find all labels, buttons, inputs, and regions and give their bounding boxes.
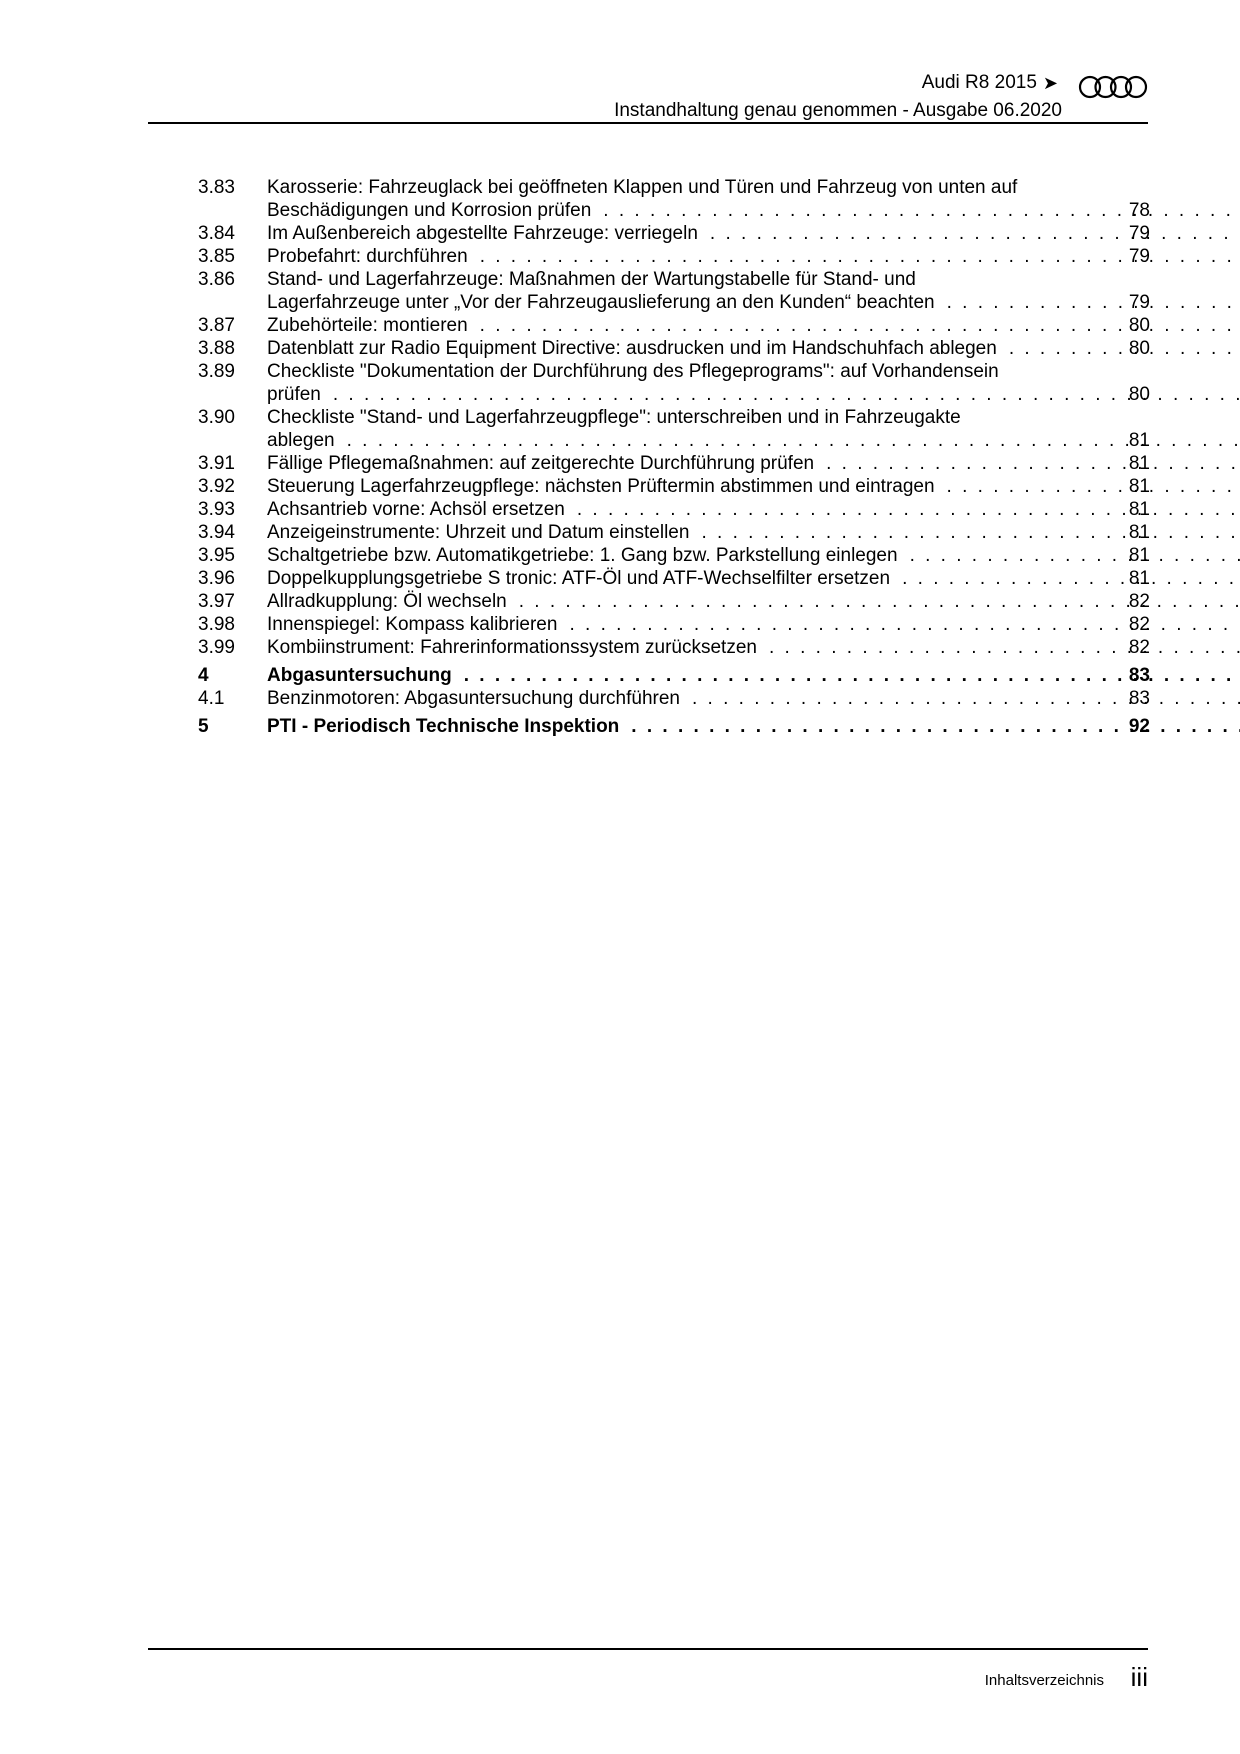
toc-entry-page: 81 [1128, 476, 1150, 497]
footer-page-number: iii [1130, 1662, 1148, 1692]
toc-entry-title-line [267, 360, 1240, 383]
toc-entry-number: 4.1 [198, 688, 225, 709]
footer-section-label: Inhaltsverzeichnis [984, 1672, 1104, 1689]
toc-entry-title-text: Stand- und Lagerfahrzeuge: Maßnahmen der Wartungstabelle für Stand- und [267, 269, 916, 290]
toc-entry-number: 4 [198, 665, 209, 686]
toc-entry-title-line [267, 475, 1240, 498]
toc-entry-title [267, 360, 1240, 406]
toc-entry-title-line [267, 383, 1240, 406]
toc-entry-title-line [267, 337, 1240, 360]
header-model-line [922, 72, 1058, 94]
toc-entry-number: 3.96 [198, 568, 235, 589]
toc-entry-number: 3.84 [198, 223, 235, 244]
toc-entry[interactable] [198, 498, 1150, 521]
toc-entry-title [267, 636, 1240, 659]
toc-entry-title-text: Fällige Pflegemaßnahmen: auf zeitgerechte Durchführung prüfen [267, 453, 815, 474]
toc-entry-title [267, 314, 1240, 337]
toc-entry-title-text: Zubehörteile: montieren [267, 315, 468, 336]
toc-entry-page: 80 [1128, 315, 1150, 336]
toc-entry[interactable] [198, 245, 1150, 268]
toc-entry-title-line [267, 544, 1240, 567]
toc-entry-number: 3.91 [198, 453, 235, 474]
toc-entry[interactable] [198, 176, 1150, 222]
toc-entry-page: 81 [1128, 453, 1150, 474]
toc-entry-title-line [267, 268, 1240, 291]
toc-entry-title [267, 245, 1240, 268]
toc-entry-page: 80 [1128, 384, 1150, 405]
toc-entry-page: 79 [1128, 246, 1150, 267]
toc-entry-number: 3.90 [198, 407, 235, 428]
toc-entry[interactable] [198, 452, 1150, 475]
toc-entry-number: 5 [198, 716, 209, 737]
toc-entry-title-text: ablegen [267, 430, 335, 451]
toc-entry[interactable] [198, 268, 1150, 314]
toc-entry-number: 3.94 [198, 522, 235, 543]
table-of-contents [198, 176, 1150, 738]
toc-entry-title-line [267, 452, 1240, 475]
toc-entry-page: 83 [1128, 665, 1150, 686]
toc-entry-title-line [267, 406, 1240, 429]
toc-entry-title [267, 664, 1240, 687]
dot-leader [333, 383, 1240, 406]
header-subtitle: Instandhaltung genau genommen - Ausgabe 06.2020 [614, 100, 1062, 121]
toc-entry-title-line [267, 176, 1240, 199]
toc-entry-number: 3.89 [198, 361, 235, 382]
toc-entry-title-line [267, 314, 1240, 337]
dot-leader [902, 567, 1240, 590]
toc-entry-title-text: Im Außenbereich abgestellte Fahrzeuge: verriegeln [267, 223, 698, 244]
toc-entry-number: 3.99 [198, 637, 235, 658]
toc-entry-title-line [267, 291, 1240, 314]
toc-entry-title-text: Schaltgetriebe bzw. Automatikgetriebe: 1. Gang bzw. Parkstellung einlegen [267, 545, 898, 566]
toc-entry-number: 3.92 [198, 476, 235, 497]
dot-leader [769, 636, 1240, 659]
toc-entry-page: 81 [1128, 430, 1150, 451]
toc-entry-title-line [267, 199, 1240, 222]
toc-entry[interactable] [198, 715, 1150, 738]
toc-entry-title-text: PTI - Periodisch Technische Inspektion [267, 716, 620, 737]
toc-entry[interactable] [198, 567, 1150, 590]
toc-entry-title-text: Steuerung Lagerfahrzeugpflege: nächsten Prüftermin abstimmen und eintragen [267, 476, 935, 497]
toc-entry-title-text: Doppelkupplungsgetriebe S tronic: ATF-Öl und ATF-Wechselfilter ersetzen [267, 568, 891, 589]
toc-entry-page: 82 [1128, 591, 1150, 612]
dot-leader [910, 544, 1240, 567]
toc-entry-number: 3.87 [198, 315, 235, 336]
toc-entry-title-line [267, 613, 1240, 636]
toc-entry-title [267, 406, 1240, 452]
toc-entry-title-text: Abgasuntersuchung [267, 665, 452, 686]
toc-entry[interactable] [198, 613, 1150, 636]
toc-entry-title-line [267, 498, 1240, 521]
toc-entry[interactable] [198, 475, 1150, 498]
toc-entry[interactable] [198, 687, 1150, 710]
toc-entry-title-text: Innenspiegel: Kompass kalibrieren [267, 614, 558, 635]
toc-entry-title-text: Benzinmotoren: Abgasuntersuchung durchführen [267, 688, 680, 709]
toc-entry-number: 3.95 [198, 545, 235, 566]
toc-entry-page: 81 [1128, 522, 1150, 543]
toc-entry-title-text: Anzeigeinstrumente: Uhrzeit und Datum einstellen [267, 522, 690, 543]
toc-entry-title-line [267, 567, 1240, 590]
toc-entry-title [267, 715, 1240, 738]
toc-entry-title-line [267, 245, 1240, 268]
toc-entry[interactable] [198, 222, 1150, 245]
toc-entry-title [267, 337, 1240, 360]
toc-entry[interactable] [198, 337, 1150, 360]
toc-entry-page: 81 [1128, 545, 1150, 566]
toc-entry[interactable] [198, 664, 1150, 687]
toc-entry-page: 82 [1128, 637, 1150, 658]
toc-entry-title [267, 590, 1240, 613]
toc-entry-title-line [267, 715, 1240, 738]
toc-entry-title [267, 222, 1240, 245]
toc-entry-page: 79 [1128, 223, 1150, 244]
toc-entry-title-text: Kombiinstrument: Fahrerinformationssystem zurücksetzen [267, 637, 757, 658]
toc-entry-page: 82 [1128, 614, 1150, 635]
toc-entry-number: 3.98 [198, 614, 235, 635]
toc-entry-number: 3.93 [198, 499, 235, 520]
toc-entry-number: 3.83 [198, 177, 235, 198]
toc-entry-title-line [267, 636, 1240, 659]
toc-entry[interactable] [198, 406, 1150, 452]
page-header [148, 70, 1148, 124]
dot-leader [692, 687, 1240, 710]
toc-entry-title-line [267, 687, 1240, 710]
toc-entry-title-text: Beschädigungen und Korrosion prüfen [267, 200, 592, 221]
toc-entry-title-line [267, 521, 1240, 544]
dot-leader [701, 521, 1240, 544]
toc-entry-title [267, 176, 1240, 222]
toc-entry-title-text: Achsantrieb vorne: Achsöl ersetzen [267, 499, 565, 520]
toc-entry-title-text: Checkliste "Dokumentation der Durchführung des Pflegeprograms": auf Vorhandensein [267, 361, 999, 382]
toc-entry-title-text: Datenblatt zur Radio Equipment Directive: ausdrucken und im Handschuhfach ablegen [267, 338, 997, 359]
toc-entry[interactable] [198, 314, 1150, 337]
toc-entry-title-line [267, 222, 1240, 245]
toc-entry-number: 3.86 [198, 269, 235, 290]
audi-rings-logo-icon [1078, 74, 1148, 100]
toc-entry[interactable] [198, 360, 1150, 406]
toc-entry[interactable] [198, 590, 1150, 613]
toc-entry-page: 81 [1128, 499, 1150, 520]
toc-entry-number: 3.88 [198, 338, 235, 359]
toc-entry-page: 83 [1128, 688, 1150, 709]
toc-entry[interactable] [198, 636, 1150, 659]
header-model: Audi R8 2015 [921, 72, 1037, 93]
toc-entry-title-text: prüfen [267, 384, 321, 405]
toc-entry[interactable] [198, 521, 1150, 544]
toc-entry-title-line [267, 664, 1240, 687]
toc-entry-page: 78 [1128, 200, 1150, 221]
toc-entry-title-line [267, 429, 1240, 452]
toc-entry-title [267, 687, 1240, 710]
dot-leader [947, 291, 1240, 314]
toc-entry-title [267, 567, 1240, 590]
arrow-right-icon: ➤ [1042, 72, 1058, 93]
toc-entry-page: 92 [1128, 716, 1150, 737]
dot-leader [710, 222, 1240, 245]
toc-entry-title-text: Checkliste "Stand- und Lagerfahrzeugpflege": unterschreiben und in Fahrzeugakte [267, 407, 961, 428]
toc-entry-number: 3.85 [198, 246, 235, 267]
toc-entry-title [267, 544, 1240, 567]
page-footer [148, 1648, 1148, 1692]
toc-entry-title-text: Karosserie: Fahrzeuglack bei geöffneten Klappen und Türen und Fahrzeug von unten auf [267, 177, 1018, 198]
toc-entry-title [267, 498, 1240, 521]
toc-entry-page: 79 [1128, 292, 1150, 313]
toc-entry-title-line [267, 590, 1240, 613]
toc-entry-page: 81 [1128, 568, 1150, 589]
dot-leader [826, 452, 1240, 475]
toc-entry-page: 80 [1128, 338, 1150, 359]
toc-entry-title-text: Probefahrt: durchführen [267, 246, 468, 267]
toc-entry-title-text: Allradkupplung: Öl wechseln [267, 591, 507, 612]
toc-entry-title-text: Lagerfahrzeuge unter „Vor der Fahrzeugauslieferung an den Kunden“ beachten [267, 292, 935, 313]
toc-entry-title [267, 613, 1240, 636]
toc-entry-number: 3.97 [198, 591, 235, 612]
toc-entry-title [267, 268, 1240, 314]
dot-leader [947, 475, 1240, 498]
toc-entry-title [267, 452, 1240, 475]
toc-entry-title [267, 475, 1240, 498]
toc-entry[interactable] [198, 544, 1150, 567]
toc-entry-title [267, 521, 1240, 544]
